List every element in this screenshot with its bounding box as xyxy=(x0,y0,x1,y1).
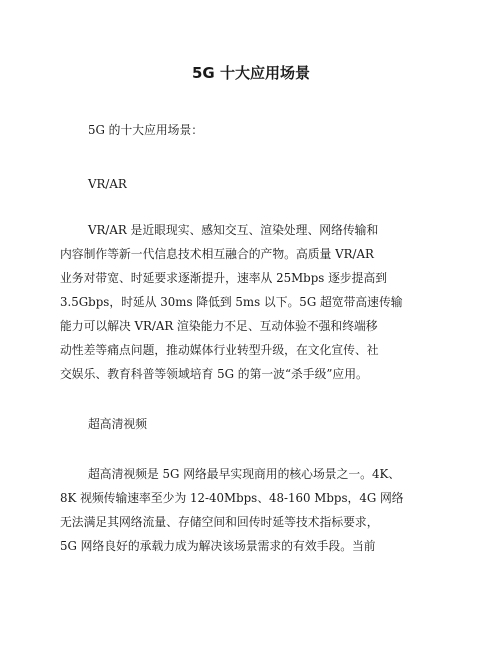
section-heading-uhd-video: 超高清视频 xyxy=(88,417,147,431)
vr-ar-paragraph-line: 内容制作等新一代信息技术相互融合的产物。高质量 VR/AR xyxy=(60,247,374,261)
uhd-video-paragraph-line: 超高清视频是 5G 网络最早实现商用的核心场景之一。4K、 xyxy=(88,467,401,481)
vr-ar-paragraph-line: 动性差等痛点问题，推动媒体行业转型升级，在文化宣传、社 xyxy=(60,343,379,357)
section-heading-vr-ar: VR/AR xyxy=(88,177,127,191)
uhd-video-paragraph-line: 无法满足其网络流量、存储空间和回传时延等技术指标要求， xyxy=(60,515,379,529)
vr-ar-paragraph-line: 3.5Gbps，时延从 30ms 降低到 5ms 以下。5G 超宽带高速传输 xyxy=(60,295,403,309)
intro-paragraph: 5G 的十大应用场景： xyxy=(88,123,204,137)
vr-ar-paragraph-line: 业务对带宽、时延要求逐渐提升，速率从 25Mbps 逐步提高到 xyxy=(60,271,388,285)
document-title: 5G 十大应用场景 xyxy=(192,64,310,82)
vr-ar-paragraph-line: 交娱乐、教育科普等领域培育 5G 的第一波“杀手级”应用。 xyxy=(60,367,368,381)
uhd-video-paragraph-line: 5G 网络良好的承载力成为解决该场景需求的有效手段。当前 xyxy=(60,539,376,553)
uhd-video-paragraph-line: 8K 视频传输速率至少为 12-40Mbps、48-160 Mbps，4G 网络 xyxy=(60,491,404,505)
vr-ar-paragraph-line: 能力可以解决 VR/AR 渲染能力不足、互动体验不强和终端移 xyxy=(60,319,378,333)
vr-ar-paragraph-line: VR/AR 是近眼现实、感知交互、渲染处理、网络传输和 xyxy=(88,223,379,237)
